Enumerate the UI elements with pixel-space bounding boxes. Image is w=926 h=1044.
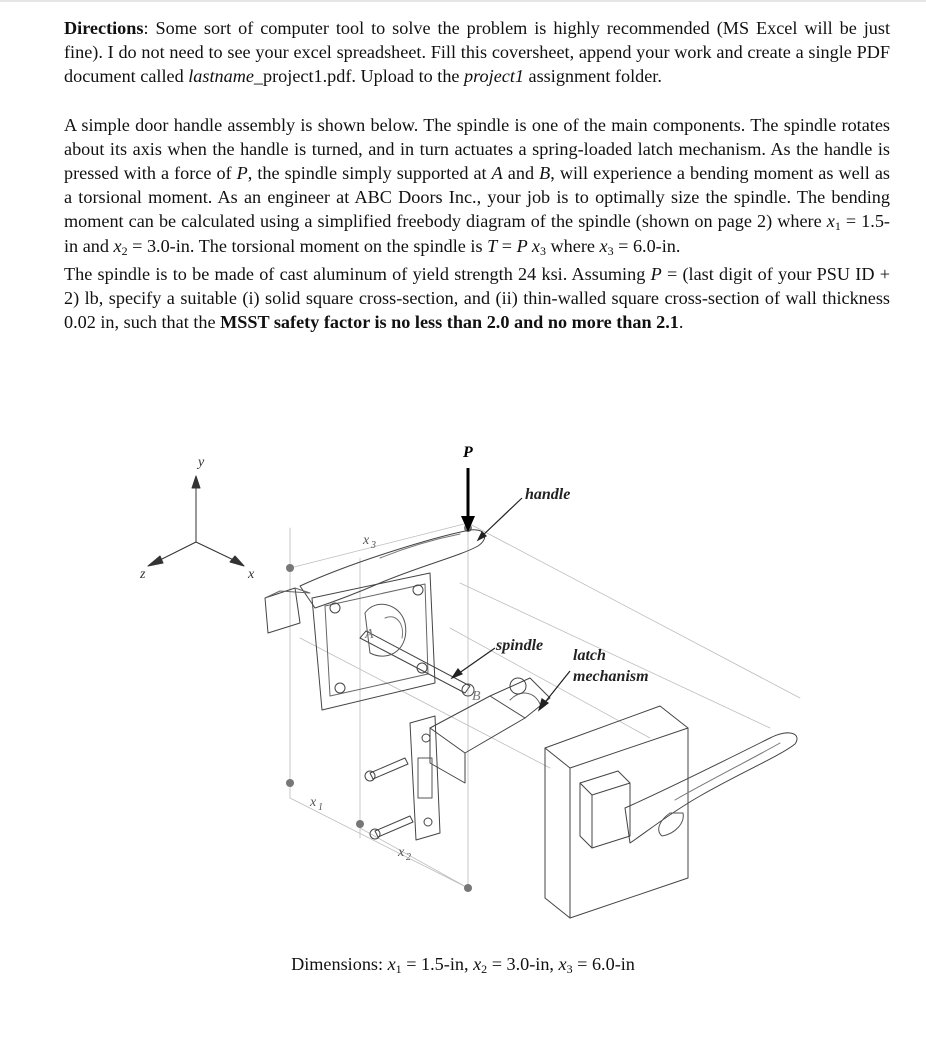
- caption-x2-value: = 3.0-in,: [487, 954, 559, 974]
- right-rose-block: [545, 706, 688, 918]
- force-arrow: [461, 468, 475, 532]
- right-lever-handle: [625, 733, 797, 843]
- axis-z-label: z: [140, 567, 146, 582]
- material-paragraph: [64, 262, 890, 335]
- x2-symbol: x: [113, 235, 122, 256]
- caption-x3: x: [558, 954, 567, 974]
- directions-text-1: : Some sort of computer tool to solve the problem is highly recommended (MS Excel will be just fine). I do not need to see your excel spreadsheet. Fill this coversheet, append your work and create a single PDF document called: [64, 18, 890, 87]
- document-body: [64, 16, 890, 334]
- figure-caption: [0, 954, 926, 975]
- coordinate-axes: [148, 476, 244, 566]
- folder-italic: project1: [464, 66, 524, 87]
- axis-x-label: x: [248, 567, 255, 582]
- material-text-2: = (last digit of your PSU ID + 2) lb, specify a suitable (i) solid square cross-section, and (ii) thin-walled square cross-section of wall thickness 0.02 in, such that the: [64, 263, 890, 333]
- directions-label: Directions: [64, 18, 144, 38]
- upper-handle: [300, 530, 485, 608]
- caption-x1-sub: 1: [395, 962, 402, 976]
- support-b-symbol: B: [539, 163, 551, 184]
- problem-text-2: , the spindle simply supported at: [247, 163, 492, 184]
- page-top-border: [0, 0, 926, 2]
- caption-x2: x: [473, 954, 482, 974]
- caption-text: Dimensions:: [291, 954, 388, 974]
- dim-x1-label: [309, 795, 323, 813]
- material-text-3: .: [678, 312, 684, 333]
- dim-x1-subscript: 1: [318, 802, 323, 813]
- paragraph-gap: [64, 89, 890, 113]
- dim-x1-symbol: x: [310, 795, 317, 810]
- dim-x2-symbol: x: [398, 845, 405, 860]
- problem-text-6: = 3.0-in. The torsional moment on the spindle is: [127, 235, 488, 256]
- caption-x1: x: [387, 954, 396, 974]
- problem-text-7: where: [545, 235, 600, 256]
- torque-force-symbol: P x: [516, 235, 540, 256]
- problem-text-3: and: [502, 163, 540, 184]
- torque-x3-subscript: 3: [539, 243, 546, 258]
- x1-symbol: x: [826, 211, 835, 232]
- directions-text-3: assignment folder.: [523, 66, 662, 87]
- problem-paragraph: [64, 113, 890, 258]
- force-symbol-2: P: [650, 263, 662, 284]
- material-text-1: The spindle is to be made of cast aluminum of yield strength 24 ksi. Assuming: [64, 263, 651, 284]
- x2-subscript: 2: [121, 243, 128, 258]
- latch-body: [430, 678, 550, 783]
- left-square-stub: [265, 588, 300, 633]
- problem-text-4: , will experience a bending moment as well as a torsional moment. As an engineer at ABC Doors Inc., your job is to optimally size the spindle. The bending moment can be calculated using a simplified freebody diagram of the spindle (shown on page 2) where: [64, 163, 890, 232]
- x1-subscript: 1: [834, 219, 841, 234]
- axis-y-label: y: [198, 455, 205, 470]
- problem-text-5: = 1.5-in and: [64, 211, 890, 256]
- spindle-body: [360, 604, 474, 696]
- directions-text-2: _project1.pdf. Upload to the: [253, 66, 465, 87]
- x3-symbol: x: [599, 235, 608, 256]
- safety-factor-requirement: MSST safety factor is no less than 2.0 and no more than 2.1: [220, 312, 679, 333]
- latch-label-1: latch: [573, 647, 606, 664]
- caption-x3-value: = 6.0-in: [572, 954, 635, 974]
- caption-x2-sub: 2: [481, 962, 488, 976]
- torque-symbol: T: [487, 235, 498, 256]
- filename-italic: lastname: [188, 66, 254, 87]
- caption-x3-sub: 3: [566, 962, 573, 976]
- dim-x3-subscript: 3: [371, 540, 376, 551]
- dim-x2-subscript: 2: [406, 852, 411, 863]
- point-a-label: A: [365, 627, 374, 642]
- support-a-symbol: A: [491, 163, 503, 184]
- caption-x1-value: = 1.5-in,: [401, 954, 474, 974]
- handle-label: handle: [525, 486, 571, 503]
- force-symbol: P: [236, 163, 248, 184]
- point-b-label: B: [472, 689, 481, 704]
- force-label: P: [463, 444, 473, 461]
- dim-x3-symbol: x: [363, 533, 370, 548]
- latch-label-2: mechanism: [573, 668, 649, 685]
- door-handle-assembly-figure: [130, 438, 810, 938]
- problem-text-8: = 6.0-in.: [613, 235, 681, 256]
- right-square-stub: [580, 771, 630, 848]
- equals-sign: =: [497, 235, 517, 256]
- problem-text-1: A simple door handle assembly is shown below. The spindle is one of the main components. The spindle rotates about its axis when the handle is turned, and in turn actuates a spring-loaded latch mechanism. As the handle is pressed with a force of: [64, 114, 890, 184]
- x3-subscript: 3: [607, 243, 614, 258]
- directions-paragraph: [64, 16, 890, 89]
- dim-x2-label: [397, 845, 411, 863]
- spindle-label: spindle: [496, 637, 544, 654]
- screws: [365, 758, 413, 839]
